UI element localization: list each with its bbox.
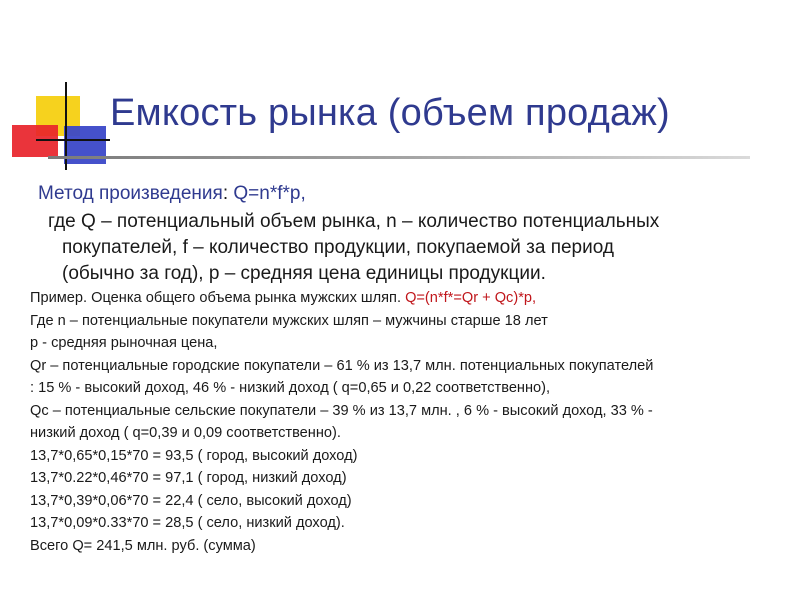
example-formula: Q=(n*f*=Qr + Qc)*p, [405, 290, 537, 306]
calc-line-4: 13,7*0,09*0.33*70 = 28,5 ( село, низкий доход). [30, 515, 345, 531]
detail-line-2: p - средняя рыночная цена, [30, 335, 218, 351]
detail-line-1: Где n – потенциальные покупатели мужских шляп – мужчины старше 18 лет [30, 313, 548, 329]
example-line [30, 290, 536, 306]
calc-line-3: 13,7*0,39*0,06*70 = 22,4 ( село, высокий доход) [30, 493, 352, 509]
calc-line-1: 13,7*0,65*0,15*70 = 93,5 ( город, высокий доход) [30, 448, 358, 464]
detail-line-5: Qc – потенциальные сельские покупатели – 39 % из 13,7 млн. , 6 % - высокий доход, 33 % - [30, 403, 653, 419]
definition-line-2: покупателей, f – количество продукции, покупаемой за период [62, 237, 614, 258]
detail-line-6: низкий доход ( q=0,39 и 0,09 соответственно). [30, 425, 341, 441]
definition-line-3: (обычно за год), р – средняя цена единицы продукции. [62, 263, 546, 284]
method-line [38, 183, 306, 205]
calc-line-2: 13,7*0.22*0,46*70 = 97,1 ( город, низкий доход) [30, 470, 347, 486]
slide-title: Емкость рынка (объем продаж) [110, 92, 670, 134]
method-label: Метод произведения [38, 183, 223, 204]
example-text: Пример. Оценка общего объема рынка мужских шляп. [30, 290, 406, 306]
detail-line-4: : 15 % - высокий доход, 46 % - низкий доход ( q=0,65 и 0,22 соответственно), [30, 380, 551, 396]
detail-line-3: Qr – потенциальные городские покупатели – 61 % из 13,7 млн. потенциальных покупателей [30, 358, 654, 374]
method-colon: : [222, 183, 229, 204]
method-formula: Q=n*f*p, [228, 183, 306, 204]
definition-line-1: где Q – потенциальный объем рынка, n – количество потенциальных [48, 211, 660, 232]
total-line: Всего Q= 241,5 млн. руб. (сумма) [30, 538, 256, 554]
